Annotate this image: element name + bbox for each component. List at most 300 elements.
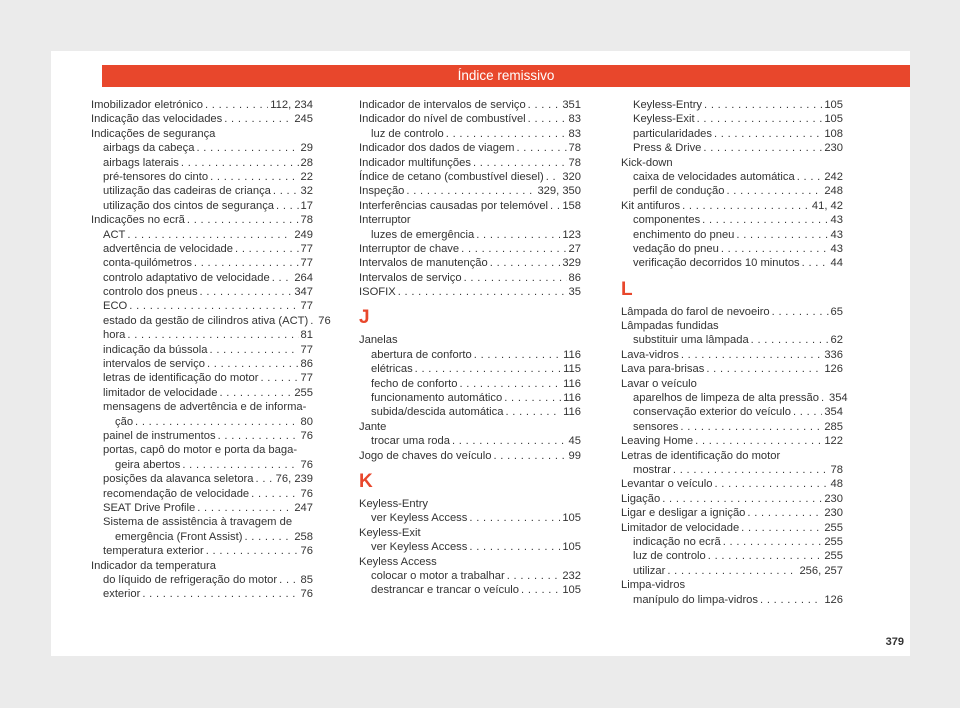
index-entry bbox=[91, 170, 313, 184]
index-page-ref: 105 bbox=[562, 584, 581, 597]
page-title: Índice remissivo bbox=[457, 68, 555, 83]
index-term: pré-tensores do cinto bbox=[103, 170, 209, 183]
index-page-ref: 77 bbox=[300, 242, 313, 255]
index-term: enchimento do pneu bbox=[633, 228, 735, 241]
dot-leader bbox=[197, 501, 292, 515]
dot-leader bbox=[476, 228, 560, 242]
index-entry bbox=[621, 521, 843, 535]
dot-leader bbox=[469, 511, 560, 525]
index-page-ref: 242 bbox=[824, 170, 843, 183]
index-page-ref: 77 bbox=[300, 372, 313, 385]
index-term: verificação decorridos 10 minutos bbox=[633, 257, 800, 270]
dot-leader bbox=[310, 314, 316, 328]
dot-leader bbox=[681, 348, 823, 362]
index-entry bbox=[359, 285, 581, 299]
index-entry bbox=[621, 449, 843, 463]
index-entry bbox=[621, 377, 843, 391]
index-page-ref: 76 bbox=[300, 545, 313, 558]
index-entry bbox=[359, 497, 581, 511]
index-entry bbox=[621, 593, 843, 607]
index-entry bbox=[359, 271, 581, 285]
index-entry bbox=[621, 492, 843, 506]
index-page-ref: 230 bbox=[824, 142, 843, 155]
index-entry bbox=[91, 314, 331, 328]
index-term: intervalos de serviço bbox=[103, 358, 205, 371]
index-term: Levantar o veículo bbox=[621, 478, 713, 491]
index-entry bbox=[91, 199, 313, 213]
dot-leader bbox=[210, 343, 299, 357]
dot-leader bbox=[206, 544, 299, 558]
index-term: destrancar e trancar o veículo bbox=[371, 584, 519, 597]
index-term: Indicações de segurança bbox=[91, 127, 216, 140]
dot-leader bbox=[473, 156, 567, 170]
dot-leader bbox=[273, 184, 299, 198]
index-term: controlo dos pneus bbox=[103, 286, 198, 299]
dot-leader bbox=[521, 583, 560, 597]
index-entry bbox=[91, 587, 313, 601]
index-term: Indicador de intervalos de serviço bbox=[359, 99, 526, 111]
index-term: Kit antifuros bbox=[621, 199, 681, 212]
index-entry bbox=[91, 112, 313, 126]
index-column-1 bbox=[91, 98, 331, 602]
index-page-ref: 81 bbox=[300, 329, 313, 342]
index-entry bbox=[621, 434, 843, 448]
index-term: Lâmpadas fundidas bbox=[621, 320, 719, 333]
index-page-ref: 86 bbox=[568, 271, 581, 284]
dot-leader bbox=[210, 170, 298, 184]
index-page-ref: 43 bbox=[830, 228, 843, 241]
dot-leader bbox=[760, 593, 822, 607]
index-term: fecho de conforto bbox=[371, 377, 458, 390]
index-term: portas, capô do motor e porta da baga- bbox=[103, 444, 298, 457]
index-entry bbox=[91, 458, 313, 472]
index-page-ref: 329 bbox=[562, 257, 581, 270]
index-term: do líquido de refrigeração do motor bbox=[103, 573, 278, 586]
dot-leader bbox=[135, 415, 299, 429]
dot-leader bbox=[244, 530, 292, 544]
index-entry bbox=[621, 506, 843, 520]
index-page-ref: 76 bbox=[318, 314, 331, 327]
page-header bbox=[102, 65, 910, 87]
index-term: Interruptor de chave bbox=[359, 242, 460, 255]
index-page-ref: 17 bbox=[300, 199, 313, 212]
dot-leader bbox=[528, 112, 567, 126]
dot-leader bbox=[550, 199, 560, 213]
index-entry bbox=[621, 98, 843, 112]
index-entry bbox=[91, 343, 313, 357]
index-entry bbox=[359, 127, 581, 141]
index-page-ref: 247 bbox=[294, 501, 313, 514]
dot-leader bbox=[129, 299, 298, 313]
dot-leader bbox=[546, 170, 561, 184]
dot-leader bbox=[703, 141, 822, 155]
dot-leader bbox=[200, 285, 293, 299]
dot-leader bbox=[702, 213, 828, 227]
index-term: Press & Drive bbox=[633, 142, 702, 155]
index-term: Lavar o veículo bbox=[621, 377, 697, 390]
index-term: Interferências causadas por telemóvel bbox=[359, 199, 549, 212]
index-term: Limpa-vidros bbox=[621, 579, 686, 592]
index-entry bbox=[621, 184, 843, 198]
index-page-ref: 43 bbox=[830, 214, 843, 227]
index-term: ACT bbox=[103, 228, 126, 241]
index-term: ver Keyless Access bbox=[371, 512, 468, 525]
page-number: 379 bbox=[885, 636, 904, 648]
index-entry bbox=[359, 156, 581, 170]
index-term: Indicador da temperatura bbox=[91, 559, 217, 572]
index-entry bbox=[91, 487, 313, 501]
index-page-ref: 41, 42 bbox=[811, 199, 843, 212]
index-term: Indicador do nível de combustível bbox=[359, 113, 526, 126]
dot-leader bbox=[461, 242, 566, 256]
index-term: funcionamento automático bbox=[371, 392, 503, 405]
index-entry bbox=[91, 228, 313, 242]
dot-leader bbox=[793, 405, 822, 419]
index-page-ref: 116 bbox=[563, 377, 581, 390]
index-term: Ligar e desligar a ignição bbox=[621, 507, 746, 520]
dot-leader bbox=[673, 463, 829, 477]
index-entry bbox=[359, 141, 581, 155]
dot-leader bbox=[706, 362, 822, 376]
index-entry bbox=[621, 420, 843, 434]
index-entry bbox=[359, 555, 581, 569]
index-page-ref: 32 bbox=[300, 185, 313, 198]
index-term: emergência (Front Assist) bbox=[115, 530, 243, 543]
dot-leader bbox=[680, 420, 822, 434]
dot-leader bbox=[127, 328, 298, 342]
index-term: Jogo de chaves do veículo bbox=[359, 449, 492, 462]
dot-leader bbox=[235, 242, 299, 256]
index-term: geira abertos bbox=[115, 458, 181, 471]
index-entry bbox=[359, 170, 581, 184]
index-page-ref: 78 bbox=[568, 142, 581, 155]
index-entry bbox=[621, 333, 843, 347]
index-entry bbox=[359, 540, 581, 554]
index-entry bbox=[621, 578, 843, 592]
index-page-ref: 78 bbox=[300, 214, 313, 227]
index-term: indicação no ecrã bbox=[633, 535, 721, 548]
index-page-ref: 22 bbox=[300, 170, 313, 183]
index-entry bbox=[621, 170, 843, 184]
index-term: airbags da cabeça bbox=[103, 142, 195, 155]
dot-leader bbox=[464, 271, 567, 285]
index-page bbox=[51, 51, 910, 656]
dot-leader bbox=[747, 506, 822, 520]
index-term: indicação da bússola bbox=[103, 343, 208, 356]
index-term: letras de identificação do motor bbox=[103, 372, 259, 385]
index-term: aparelhos de limpeza de alta pressão bbox=[633, 392, 819, 405]
dot-leader bbox=[736, 228, 828, 242]
dot-leader bbox=[505, 405, 561, 419]
index-page-ref: 351 bbox=[562, 99, 581, 111]
dot-leader bbox=[741, 521, 822, 535]
index-page-ref: 123 bbox=[562, 228, 581, 241]
index-page-ref: 264 bbox=[294, 271, 313, 284]
index-page-ref: 76 bbox=[300, 487, 313, 500]
index-page-ref: 112, 234 bbox=[270, 99, 313, 111]
index-term: controlo adaptativo de velocidade bbox=[103, 271, 270, 284]
index-page-ref: 230 bbox=[824, 492, 843, 505]
dot-leader bbox=[205, 98, 268, 112]
dot-leader bbox=[251, 487, 298, 501]
section-letter: L bbox=[621, 278, 633, 300]
dot-leader bbox=[256, 472, 274, 486]
index-term: conservação exterior do veículo bbox=[633, 406, 791, 419]
index-term: Lava para-brisas bbox=[621, 363, 705, 376]
index-term: Keyless-Entry bbox=[633, 99, 703, 111]
dot-leader bbox=[714, 127, 822, 141]
index-entry bbox=[359, 526, 581, 540]
index-entry bbox=[621, 549, 843, 563]
index-entry bbox=[91, 127, 313, 141]
index-entry bbox=[359, 583, 581, 597]
index-entry bbox=[91, 544, 313, 558]
index-term: Sistema de assistência à travagem de bbox=[103, 516, 293, 529]
index-page-ref: 255 bbox=[824, 550, 843, 563]
index-entry bbox=[359, 434, 581, 448]
index-page-ref: 122 bbox=[824, 435, 843, 448]
dot-leader bbox=[469, 540, 560, 554]
index-entry bbox=[359, 184, 581, 198]
index-term: Leaving Home bbox=[621, 435, 694, 448]
dot-leader bbox=[667, 564, 797, 578]
index-page-ref: 232 bbox=[562, 569, 581, 582]
index-entry bbox=[91, 400, 313, 414]
index-page-ref: 255 bbox=[824, 535, 843, 548]
index-page-ref: 80 bbox=[300, 415, 313, 428]
index-page-ref: 86 bbox=[300, 358, 313, 371]
index-entry bbox=[621, 156, 843, 170]
dot-leader bbox=[507, 569, 561, 583]
index-entry bbox=[91, 530, 313, 544]
index-term: abertura de conforto bbox=[371, 348, 472, 361]
index-term: limitador de velocidade bbox=[103, 386, 218, 399]
dot-leader bbox=[181, 156, 299, 170]
index-page-ref: 116 bbox=[563, 392, 581, 405]
index-term: Indicador multifunções bbox=[359, 156, 471, 169]
index-entry bbox=[91, 573, 313, 587]
index-term: trocar uma roda bbox=[371, 435, 450, 448]
index-term: Lâmpada do farol de nevoeiro bbox=[621, 305, 770, 318]
index-entry bbox=[91, 559, 313, 573]
index-page-ref: 255 bbox=[824, 521, 843, 534]
dot-leader bbox=[219, 386, 292, 400]
dot-leader bbox=[682, 199, 810, 213]
index-page-ref: 347 bbox=[294, 286, 313, 299]
dot-leader bbox=[821, 391, 827, 405]
index-term: painel de instrumentos bbox=[103, 429, 216, 442]
index-entry bbox=[621, 112, 843, 126]
index-term: mensagens de advertência e de informa- bbox=[103, 401, 307, 414]
index-entry bbox=[91, 184, 313, 198]
index-page-ref: 116 bbox=[563, 348, 581, 361]
index-page-ref: 255 bbox=[294, 386, 313, 399]
index-term: luzes de emergência bbox=[371, 228, 475, 241]
dot-leader bbox=[704, 98, 822, 112]
dot-leader bbox=[662, 492, 822, 506]
index-term: vedação do pneu bbox=[633, 242, 719, 255]
index-entry bbox=[359, 213, 581, 227]
index-column-2 bbox=[359, 98, 581, 598]
index-page-ref: 256, 257 bbox=[799, 564, 843, 577]
dot-leader bbox=[398, 285, 567, 299]
index-page-ref: 77 bbox=[300, 343, 313, 356]
index-term: Intervalos de serviço bbox=[359, 271, 462, 284]
index-term: Intervalos de manutenção bbox=[359, 257, 488, 270]
index-entry bbox=[359, 98, 581, 112]
index-term: luz de controlo bbox=[371, 127, 444, 140]
dot-leader bbox=[802, 256, 829, 270]
index-entry bbox=[359, 256, 581, 270]
index-entry bbox=[359, 333, 581, 347]
index-term: sensores bbox=[633, 420, 679, 433]
index-page-ref: 76 bbox=[300, 429, 313, 442]
index-page-ref: 78 bbox=[830, 463, 843, 476]
index-entry bbox=[359, 112, 581, 126]
index-page-ref: 245 bbox=[294, 113, 313, 126]
index-term: Letras de identificação do motor bbox=[621, 449, 781, 462]
index-entry bbox=[621, 141, 843, 155]
dot-leader bbox=[218, 429, 299, 443]
index-entry bbox=[621, 405, 843, 419]
dot-leader bbox=[695, 434, 822, 448]
index-term: Jante bbox=[359, 420, 387, 433]
index-page-ref: 99 bbox=[568, 449, 581, 462]
index-term: Interruptor bbox=[359, 214, 411, 227]
dot-leader bbox=[272, 271, 293, 285]
index-entry bbox=[621, 199, 843, 213]
index-page-ref: 29 bbox=[300, 142, 313, 155]
dot-leader bbox=[714, 477, 828, 491]
index-entry bbox=[359, 228, 581, 242]
index-entry bbox=[91, 213, 313, 227]
index-term: Keyless-Entry bbox=[359, 497, 429, 510]
index-term: estado da gestão de cilindros ativa (ACT) bbox=[103, 314, 309, 327]
index-term: Indicação das velocidades bbox=[91, 113, 223, 126]
index-term: Imobilizador eletrónico bbox=[91, 99, 203, 111]
dot-leader bbox=[504, 391, 561, 405]
index-term: recomendação de velocidade bbox=[103, 487, 250, 500]
index-entry bbox=[621, 256, 843, 270]
index-page-ref: 77 bbox=[300, 300, 313, 313]
index-term: particularidades bbox=[633, 127, 712, 140]
index-page-ref: 65 bbox=[830, 305, 843, 318]
index-column-3 bbox=[621, 98, 848, 607]
index-entry bbox=[621, 348, 843, 362]
index-term: elétricas bbox=[371, 363, 413, 376]
index-entry bbox=[359, 242, 581, 256]
index-term: utilizar bbox=[633, 564, 666, 577]
index-term: advertência de velocidade bbox=[103, 242, 233, 255]
index-term: airbags laterais bbox=[103, 156, 179, 169]
index-page-ref: 43 bbox=[830, 242, 843, 255]
index-term: Inspeção bbox=[359, 185, 405, 198]
dot-leader bbox=[452, 434, 567, 448]
index-entry bbox=[91, 415, 313, 429]
index-entry bbox=[621, 242, 843, 256]
index-term: Keyless Access bbox=[359, 555, 437, 568]
index-page-ref: 329, 350 bbox=[537, 185, 581, 198]
dot-leader bbox=[493, 449, 566, 463]
index-term: ISOFIX bbox=[359, 286, 396, 299]
index-term: Indicador dos dados de viagem bbox=[359, 142, 515, 155]
dot-leader bbox=[751, 333, 829, 347]
index-term: ECO bbox=[103, 300, 128, 313]
index-entry bbox=[91, 357, 313, 371]
index-term: perfil de condução bbox=[633, 185, 725, 198]
index-term: luz de controlo bbox=[633, 550, 706, 563]
index-page-ref: 27 bbox=[568, 242, 581, 255]
section-letter: J bbox=[359, 307, 370, 329]
index-entry bbox=[621, 477, 843, 491]
index-term: Limitador de velocidade bbox=[621, 521, 740, 534]
dot-leader bbox=[415, 362, 561, 376]
dot-leader bbox=[446, 127, 567, 141]
index-term: ção bbox=[115, 415, 134, 428]
index-page-ref: 158 bbox=[562, 199, 581, 212]
index-page-ref: 285 bbox=[824, 420, 843, 433]
index-entry bbox=[359, 199, 581, 213]
index-entry bbox=[359, 569, 581, 583]
index-entry bbox=[359, 405, 581, 419]
index-entry bbox=[91, 371, 313, 385]
dot-leader bbox=[528, 98, 561, 112]
dot-leader bbox=[797, 170, 823, 184]
index-term: Índice de cetano (combustível diesel) bbox=[359, 170, 544, 183]
dot-leader bbox=[194, 256, 299, 270]
index-entry bbox=[91, 299, 313, 313]
index-term: mostrar bbox=[633, 463, 671, 476]
index-entry bbox=[91, 285, 313, 299]
index-entry bbox=[91, 429, 313, 443]
index-entry bbox=[621, 463, 843, 477]
index-entry bbox=[621, 213, 843, 227]
index-term: posições da alavanca seletora bbox=[103, 473, 254, 486]
index-page-ref: 105 bbox=[562, 541, 581, 554]
dot-leader bbox=[459, 377, 561, 391]
index-term: Indicações no ecrã bbox=[91, 214, 185, 227]
index-page-ref: 230 bbox=[824, 507, 843, 520]
index-term: utilização dos cintos de segurança bbox=[103, 199, 275, 212]
index-page-ref: 108 bbox=[824, 127, 843, 140]
index-term: caixa de velocidades automática bbox=[633, 170, 795, 183]
dot-leader bbox=[708, 549, 823, 563]
index-entry bbox=[91, 515, 313, 529]
index-entry bbox=[621, 362, 843, 376]
index-entry bbox=[359, 348, 581, 362]
index-term: subida/descida automática bbox=[371, 406, 504, 419]
index-page-ref: 126 bbox=[824, 593, 843, 606]
dot-leader bbox=[516, 141, 566, 155]
index-term: Janelas bbox=[359, 334, 398, 347]
index-entry bbox=[359, 420, 581, 434]
dot-leader bbox=[772, 305, 829, 319]
index-page-ref: 115 bbox=[563, 363, 581, 376]
dot-leader bbox=[406, 184, 535, 198]
dot-leader bbox=[723, 535, 823, 549]
index-page-ref: 249 bbox=[294, 228, 313, 241]
index-entry bbox=[621, 305, 843, 319]
index-term: colocar o motor a trabalhar bbox=[371, 569, 505, 582]
index-entry bbox=[91, 501, 313, 515]
dot-leader bbox=[721, 242, 829, 256]
index-entry bbox=[621, 535, 843, 549]
index-page-ref: 28 bbox=[300, 156, 313, 169]
dot-leader bbox=[196, 141, 298, 155]
index-entry bbox=[91, 443, 313, 457]
dot-leader bbox=[490, 256, 561, 270]
dot-leader bbox=[182, 458, 298, 472]
